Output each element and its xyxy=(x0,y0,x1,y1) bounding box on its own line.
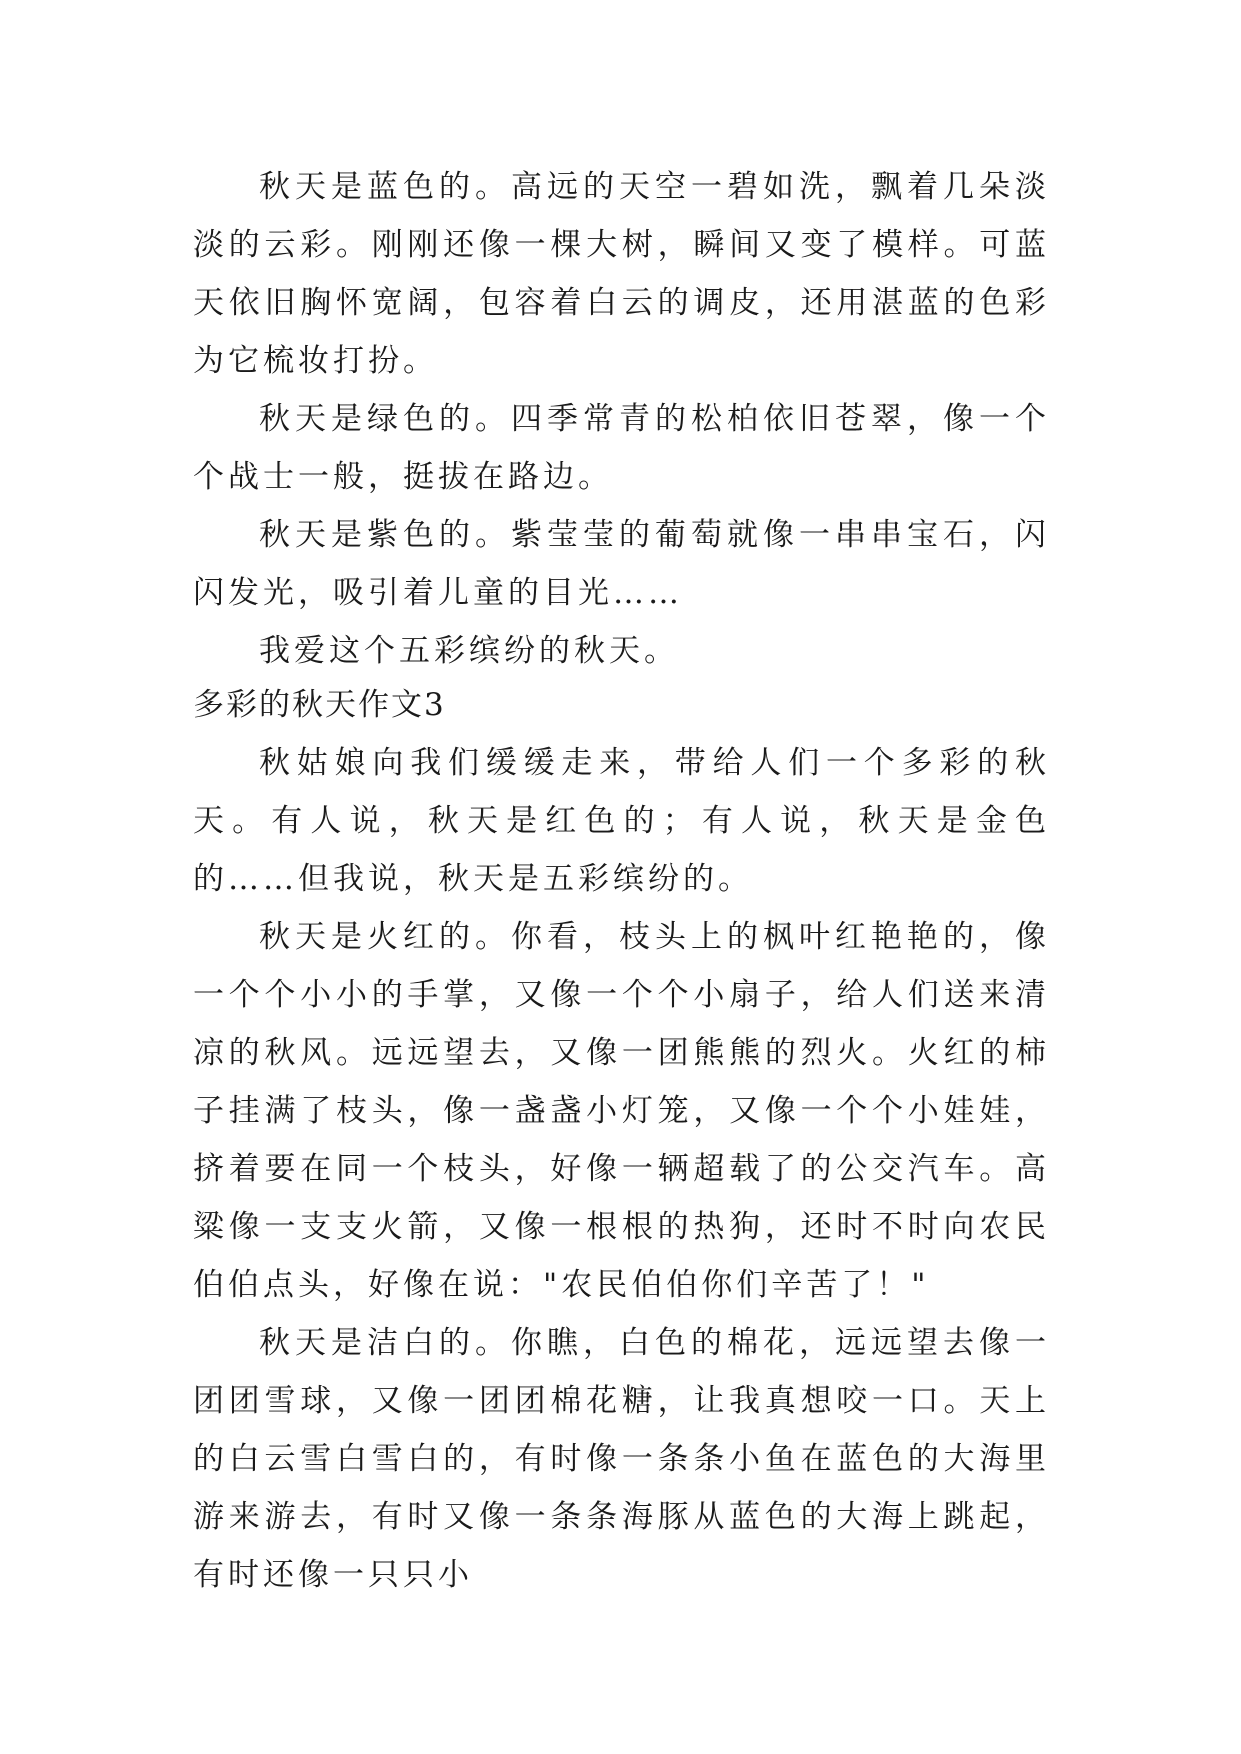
paragraph-green-autumn: 秋天是绿色的。四季常青的松柏依旧苍翠，像一个个战士一般，挺拔在路边。 xyxy=(193,401,1050,495)
section-heading: 多彩的秋天作文3 xyxy=(193,687,446,723)
paragraph-blue-autumn: 秋天是蓝色的。高远的天空一碧如洗，飘着几朵淡淡的云彩。刚刚还像一棵大树，瞬间又变了模样。可蓝天依旧胸怀宽阔，包容着白云的调皮，还用湛蓝的色彩为它梳妆打扮。 xyxy=(193,169,1050,379)
essay-section-3 xyxy=(193,734,1050,1604)
paragraph-red-autumn: 秋天是火红的。你看，枝头上的枫叶红艳艳的，像一个个小小的手掌，又像一个个小扇子，给人们送来清凉的秋风。远远望去，又像一团熊熊的烈火。火红的柿子挂满了枝头，像一盏盏小灯笼，又像一个个小娃娃，挤着要在同一个枝头，好像一辆超载了的公交汽车。高粱像一支支火箭，又像一根根的热狗，还时不时向农民伯伯点头，好像在说："农民伯伯你们辛苦了！" xyxy=(193,919,1050,1303)
paragraph-closing: 我爱这个五彩缤纷的秋天。 xyxy=(259,633,679,669)
paragraph-intro: 秋姑娘向我们缓缓走来，带给人们一个多彩的秋天。有人说，秋天是红色的；有人说，秋天是金色的……但我说，秋天是五彩缤纷的。 xyxy=(193,745,1050,897)
paragraph-white-autumn: 秋天是洁白的。你瞧，白色的棉花，远远望去像一团团雪球，又像一团团棉花糖，让我真想咬一口。天上的白云雪白雪白的，有时像一条条小鱼在蓝色的大海里游来游去，有时又像一条条海豚从蓝色的大海上跳起，有时还像一只只小 xyxy=(193,1325,1050,1593)
essay-top-section xyxy=(193,158,1050,680)
paragraph-purple-autumn: 秋天是紫色的。紫莹莹的葡萄就像一串串宝石，闪闪发光，吸引着儿童的目光…… xyxy=(193,517,1050,611)
